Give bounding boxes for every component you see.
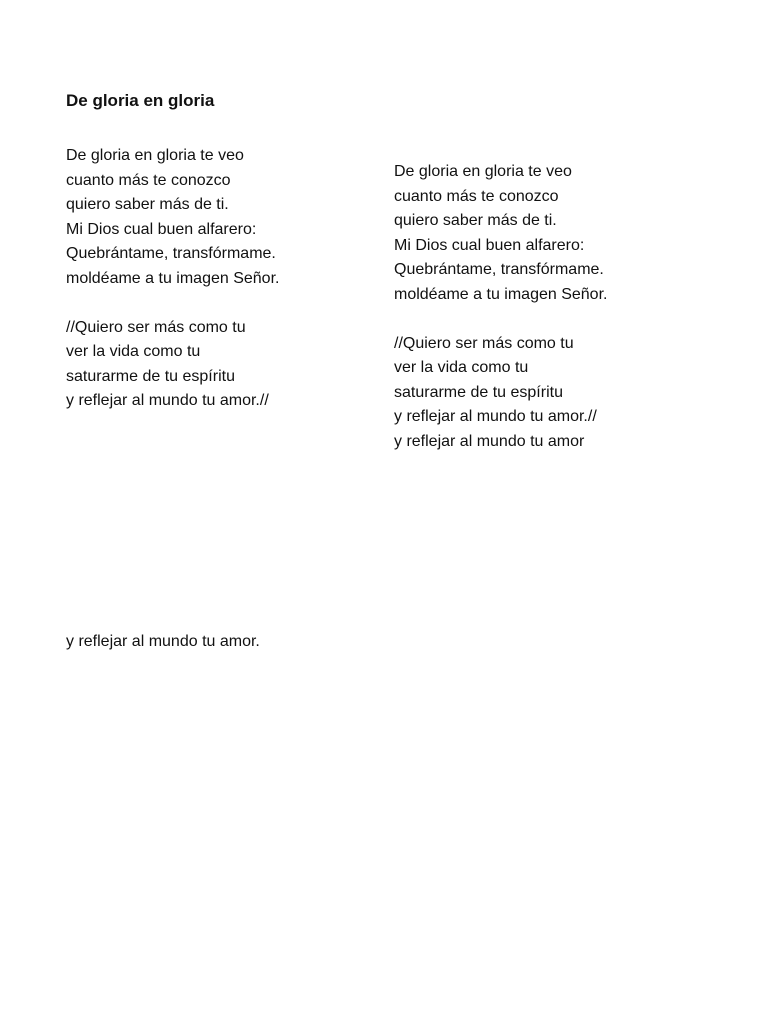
lyric-line: saturarme de tu espíritu (66, 367, 235, 385)
lyric-line: quiero saber más de ti. (394, 212, 557, 229)
lyric-line: De gloria en gloria te veo (394, 163, 572, 180)
lyric-line: ver la vida como tu (66, 343, 201, 360)
lyric-line: Quebrántame, transfórmame. (66, 245, 276, 262)
lyric-line: y reflejar al mundo tu amor (394, 432, 585, 450)
lyric-line: cuanto más te conozco (66, 171, 231, 189)
lyric-line: //Quiero ser más como tu (394, 334, 574, 352)
song-title: De gloria en gloria (66, 91, 215, 110)
lyric-line: ver la vida como tu (394, 359, 529, 376)
lyric-line: cuanto más te conozco (394, 187, 559, 205)
lyrics-stanza (394, 332, 607, 455)
lyrics-stanza (66, 316, 279, 414)
lyric-line: saturarme de tu espíritu (394, 383, 563, 401)
lyric-line: De gloria en gloria te veo (66, 147, 244, 164)
lyrics-column-left (66, 144, 279, 414)
lyric-line: quiero saber más de ti. (66, 196, 229, 213)
lyric-line: Mi Dios cual buen alfarero: (66, 220, 257, 238)
lyric-line: Quebrántame, transfórmame. (394, 261, 604, 278)
trailing-lyric-line: y reflejar al mundo tu amor. (66, 633, 260, 650)
lyric-line: Mi Dios cual buen alfarero: (394, 236, 585, 254)
lyric-line: y reflejar al mundo tu amor.// (394, 408, 597, 425)
lyrics-column-right (394, 160, 607, 454)
lyrics-stanza (394, 160, 607, 307)
lyric-line: //Quiero ser más como tu (66, 318, 246, 336)
lyric-line: moldéame a tu imagen Señor. (66, 269, 280, 287)
lyric-line: moldéame a tu imagen Señor. (394, 285, 608, 303)
lyric-line: y reflejar al mundo tu amor.// (66, 392, 269, 409)
lyrics-stanza (66, 144, 279, 291)
